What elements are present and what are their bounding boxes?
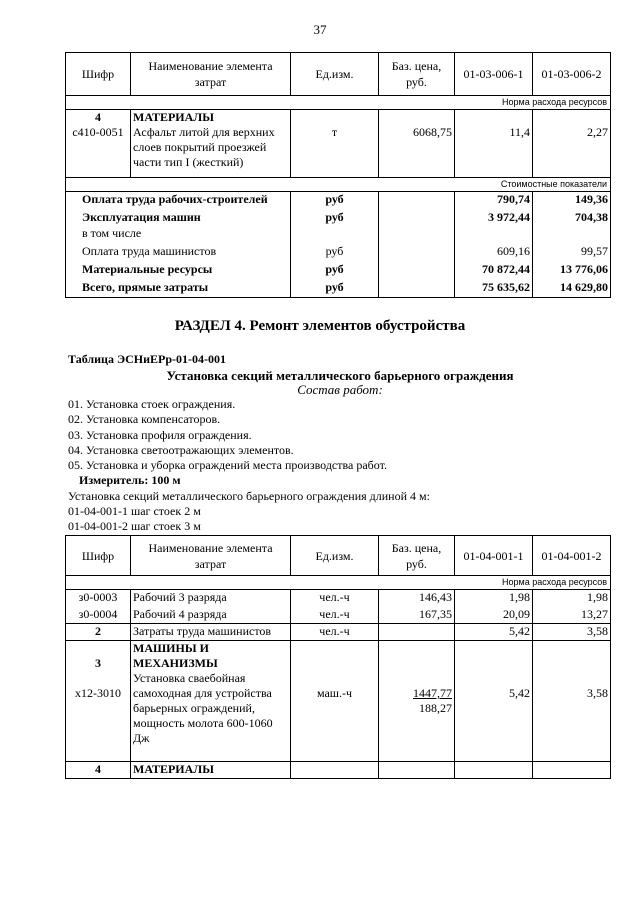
variant-line: 01-04-001-1 шаг стоек 2 м (68, 504, 201, 519)
table-row (66, 641, 611, 762)
row-code: 4 (66, 762, 131, 779)
row-v1 (455, 762, 533, 779)
summary-unit: руб (291, 280, 379, 298)
group-number: 4 (95, 110, 101, 124)
row-unit: чел.-ч (291, 607, 379, 624)
page-number: 37 (313, 22, 327, 37)
work-composition-heading: Состав работ: (297, 382, 383, 397)
section-row (66, 178, 611, 192)
col-header-variant-2: 01-04-001-2 (533, 536, 611, 576)
section-row (66, 576, 611, 590)
work-item: 02. Установка компенсаторов. (68, 412, 221, 427)
row-name: Затраты труда машинистов (131, 624, 291, 641)
resource-name: Установка сваебойная самоходная для устройства барьерных ограждений, мощность молота 600-1060 Дж (133, 671, 273, 745)
col-header-price: Баз. цена, руб. (379, 536, 455, 576)
measure-unit: Измеритель: 100 м (79, 473, 181, 488)
row-v2 (533, 110, 611, 178)
summary-name: Всего, прямые затраты (66, 280, 291, 298)
summary-row (66, 192, 611, 210)
resource-table-2 (65, 535, 611, 779)
table-name: Таблица ЭСНиЕРр-01-04-001 (68, 352, 227, 366)
summary-price (379, 244, 455, 262)
row-name (131, 641, 291, 762)
unit-value: маш.-ч (316, 686, 353, 700)
row-code: 2 (66, 624, 131, 641)
table-header (66, 53, 611, 96)
work-list (68, 397, 430, 535)
row-name: МАТЕРИАЛЫ (131, 762, 291, 779)
row-name: Рабочий 3 разряда (131, 590, 291, 607)
row-code (66, 641, 131, 762)
group-title: МАШИНЫ И МЕХАНИЗМЫ (133, 641, 218, 670)
table-row (66, 110, 611, 178)
work-item: 03. Установка профиля ограждения. (68, 427, 252, 442)
summary-price (379, 210, 455, 226)
summary-row (66, 280, 611, 298)
section-title: РАЗДЕЛ 4. Ремонт элементов обустройства (174, 318, 466, 334)
row-price (379, 110, 455, 178)
section-row (66, 96, 611, 110)
work-item: 01. Установка стоек ограждения. (68, 397, 236, 411)
unit-value: т (331, 125, 338, 139)
summary-row (66, 262, 611, 280)
price-value: 1447,77 (413, 686, 452, 700)
table-row (66, 762, 611, 779)
norma-label: Норма расхода ресурсов (66, 96, 611, 110)
summary-unit: руб (291, 244, 379, 262)
summary-v1: 609,16 (455, 244, 533, 262)
summary-v1: 75 635,62 (455, 280, 533, 298)
summary-v2: 14 629,80 (533, 280, 611, 298)
row-v2: 13,27 (533, 607, 611, 624)
summary-v2: 99,57 (533, 244, 611, 262)
row-price (379, 641, 455, 762)
summary-unit: руб (291, 210, 379, 226)
price-value: 6068,75 (413, 125, 452, 139)
row-v1: 5,42 (455, 624, 533, 641)
summary-v1: 3 972,44 (455, 210, 533, 226)
row-name: Рабочий 4 разряда (131, 607, 291, 624)
work-item: 04. Установка светоотражающих элементов. (68, 442, 294, 457)
row-unit (291, 762, 379, 779)
price-value-2: 188,27 (419, 701, 452, 715)
group-number: 3 (95, 656, 101, 670)
table-header (66, 536, 611, 576)
col-header-name: Наименование элемента затрат (131, 53, 291, 96)
summary-unit: руб (291, 262, 379, 280)
resource-code: с410-0051 (72, 125, 124, 139)
row-unit (291, 641, 379, 762)
variant-1-value: 11,4 (509, 125, 530, 139)
resource-code: х12-3010 (75, 686, 121, 700)
row-price (379, 624, 455, 641)
row-code: з0-0003 (66, 590, 131, 607)
row-price: 167,35 (379, 607, 455, 624)
norma-label: Норма расхода ресурсов (66, 576, 611, 590)
summary-name: Материальные ресурсы (66, 262, 291, 280)
row-v2: 3,58 (533, 624, 611, 641)
col-header-unit: Ед.изм. (291, 53, 379, 96)
col-header-price: Баз. цена, руб. (379, 53, 455, 96)
row-v1 (455, 641, 533, 762)
summary-unit: руб (291, 192, 379, 210)
work-item: 05. Установка и уборка ограждений места производства работ. (68, 458, 387, 473)
row-unit: чел.-ч (291, 624, 379, 641)
row-unit (291, 110, 379, 178)
table-title: Установка секций металлического барьерного ограждения (166, 368, 514, 383)
col-header-variant-2: 01-03-006-2 (533, 53, 611, 96)
variant-2-value: 2,27 (587, 125, 608, 139)
summary-v1: 70 872,44 (455, 262, 533, 280)
summary-name: Оплата труда машинистов (66, 244, 291, 262)
col-header-code: Шифр (66, 536, 131, 576)
row-code: з0-0004 (66, 607, 131, 624)
summary-v2 (533, 226, 611, 244)
resource-table-1 (65, 52, 611, 298)
summary-unit (291, 226, 379, 244)
row-code (66, 110, 131, 178)
col-header-unit: Ед.изм. (291, 536, 379, 576)
variant-line: 01-04-001-2 шаг стоек 3 м (68, 519, 201, 534)
col-header-name: Наименование элемента затрат (131, 536, 291, 576)
row-v1 (455, 110, 533, 178)
col-header-variant-1: 01-04-001-1 (455, 536, 533, 576)
row-v2 (533, 641, 611, 762)
col-header-variant-1: 01-03-006-1 (455, 53, 533, 96)
summary-v2: 149,36 (533, 192, 611, 210)
summary-v1 (455, 226, 533, 244)
variant-1-value: 5,42 (509, 686, 530, 700)
cost-label: Стоимостные показатели (66, 178, 611, 192)
summary-name: Оплата труда рабочих-строителей (66, 192, 291, 210)
summary-price (379, 192, 455, 210)
summary-price (379, 226, 455, 244)
resource-name: Асфальт литой для верхних слоев покрытий проезжей части тип I (жесткий) (133, 125, 275, 169)
group-title: МАТЕРИАЛЫ (133, 110, 214, 124)
table-row (66, 624, 611, 641)
summary-price (379, 280, 455, 298)
row-price: 146,43 (379, 590, 455, 607)
installation-description: Установка секций металлического барьерного ограждения длиной 4 м: (68, 488, 430, 503)
summary-name: Эксплуатация машин (66, 210, 291, 226)
row-unit: чел.-ч (291, 590, 379, 607)
summary-v1: 790,74 (455, 192, 533, 210)
row-name (131, 110, 291, 178)
row-v2: 1,98 (533, 590, 611, 607)
row-v1: 1,98 (455, 590, 533, 607)
row-price (379, 762, 455, 779)
variant-2-value: 3,58 (587, 686, 608, 700)
summary-row (66, 210, 611, 226)
row-v2 (533, 762, 611, 779)
summary-row (66, 244, 611, 262)
col-header-code: Шифр (66, 53, 131, 96)
table-row (66, 590, 611, 607)
summary-name: в том числе (66, 226, 291, 244)
row-v1: 20,09 (455, 607, 533, 624)
summary-price (379, 262, 455, 280)
summary-v2: 13 776,06 (533, 262, 611, 280)
summary-row (66, 226, 611, 244)
table-row (66, 607, 611, 624)
summary-v2: 704,38 (533, 210, 611, 226)
